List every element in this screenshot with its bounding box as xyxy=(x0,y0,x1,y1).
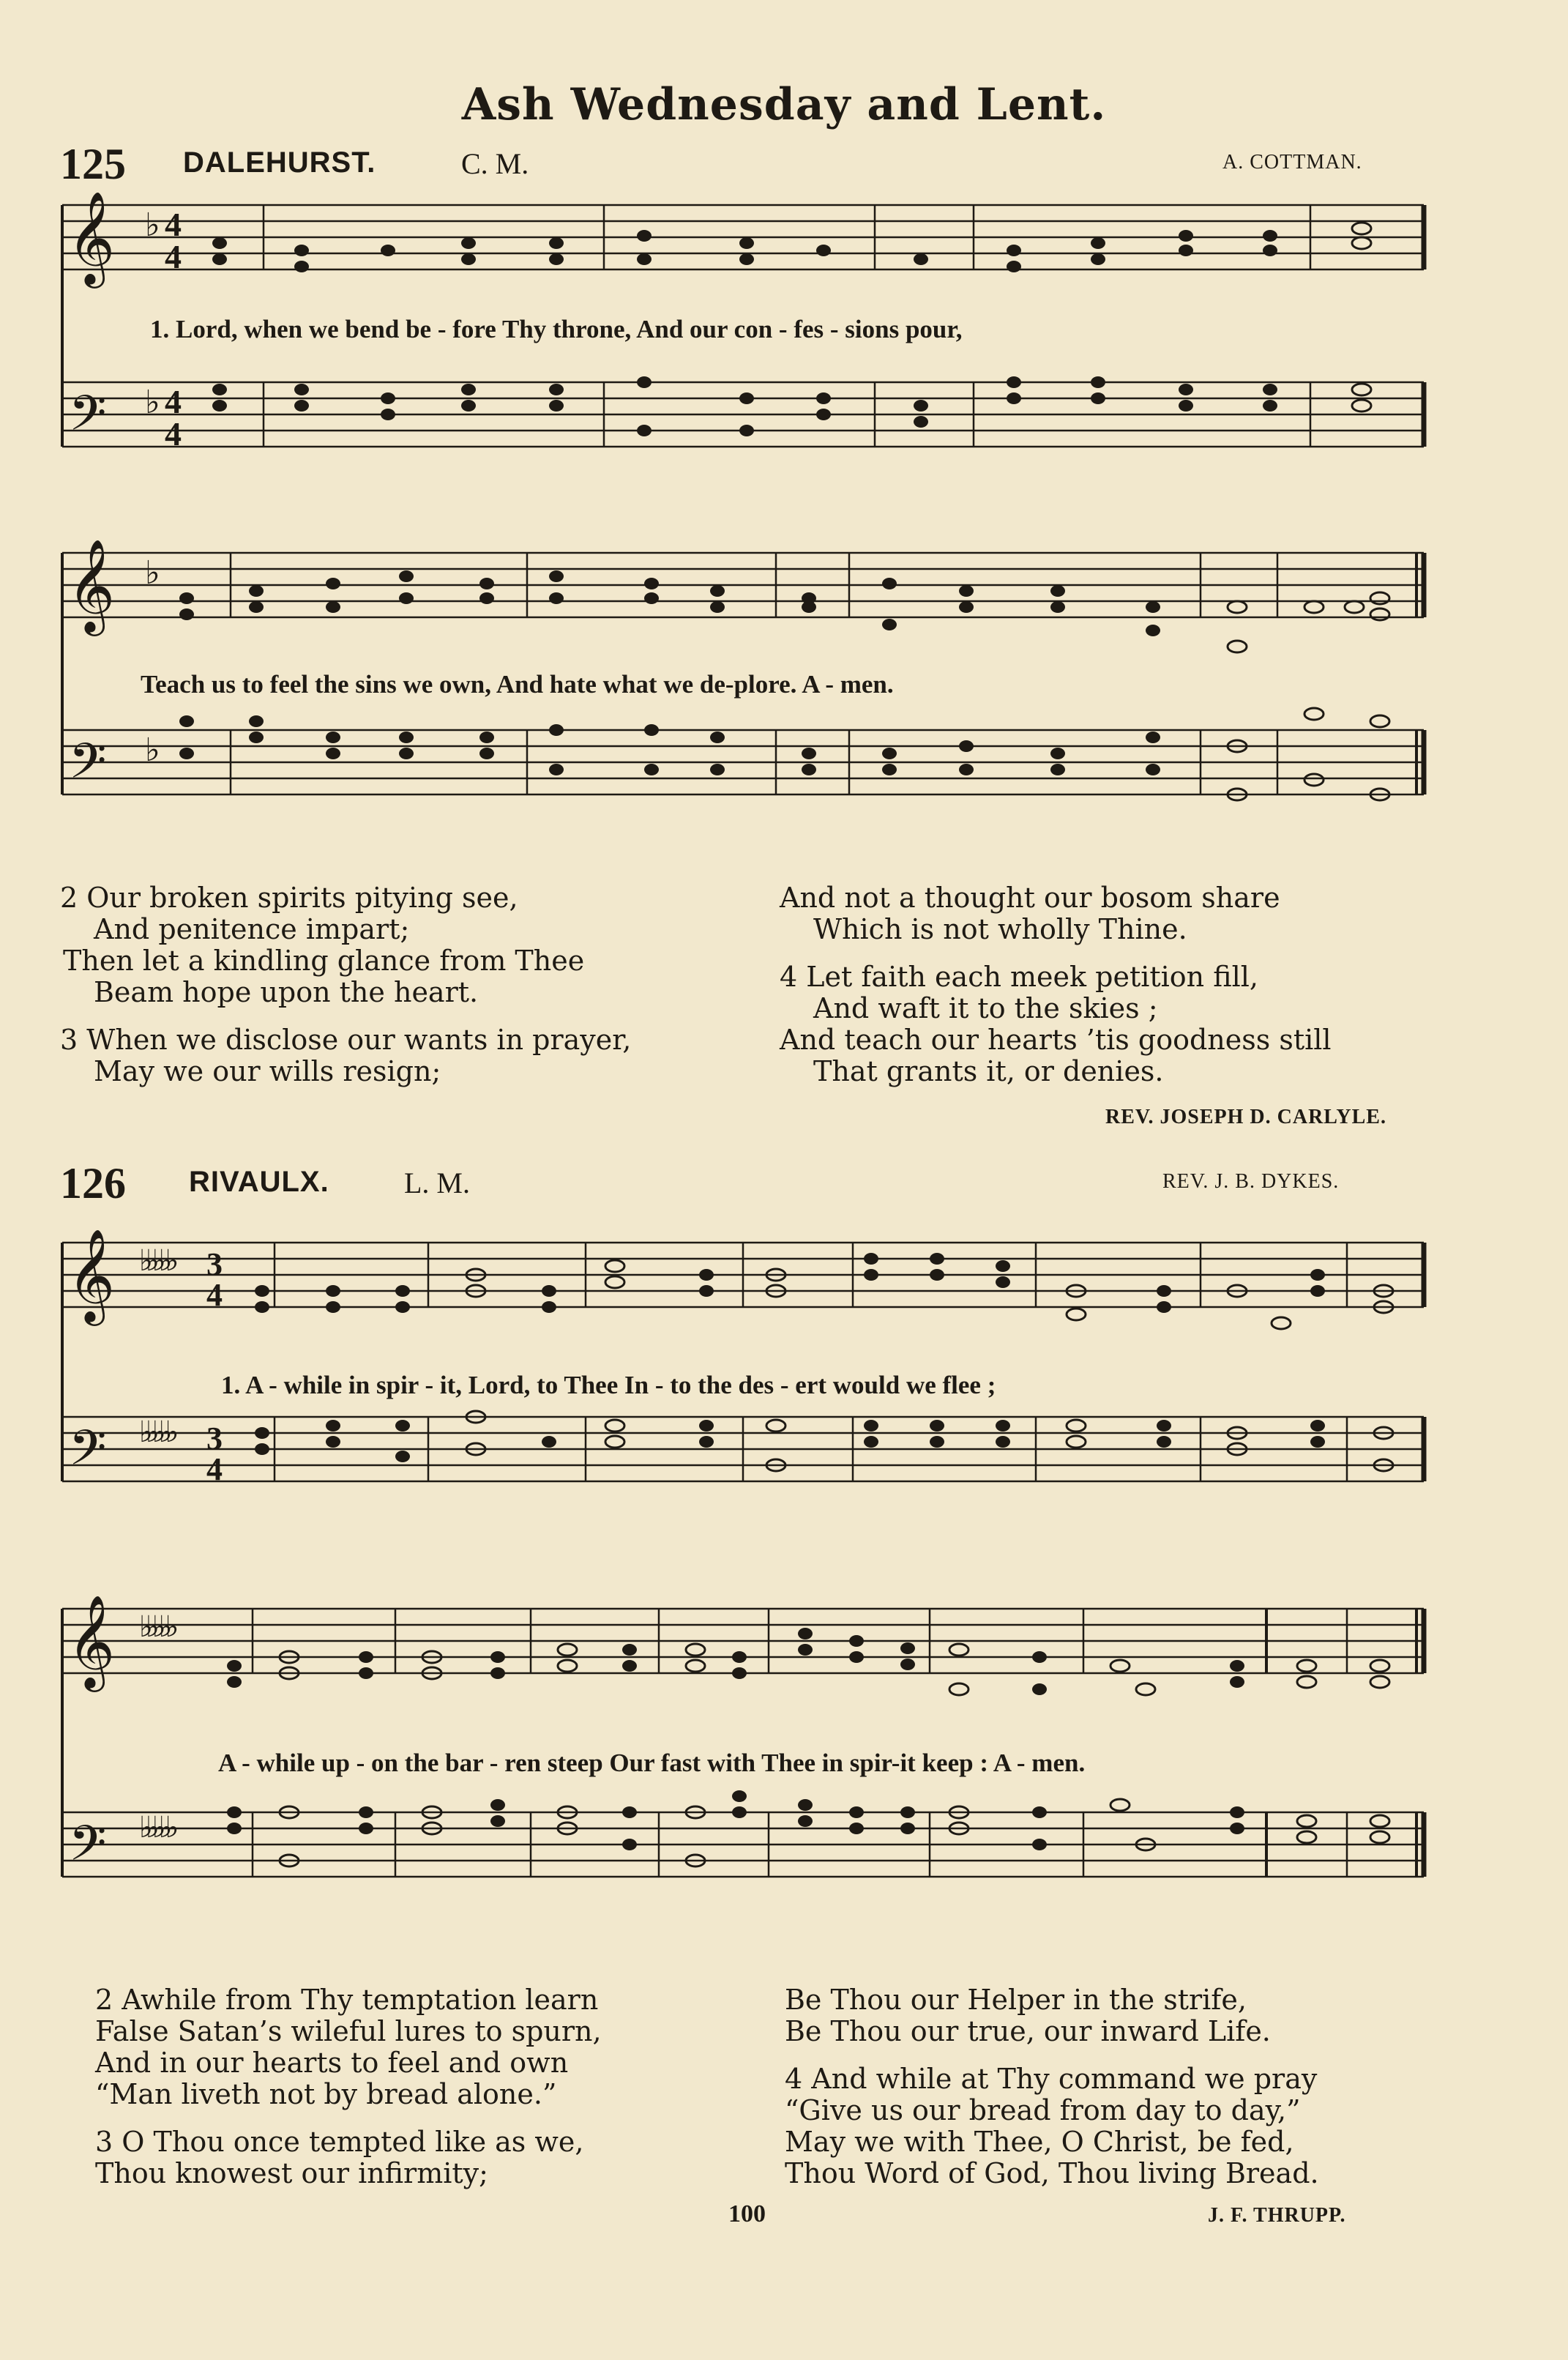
verse-line: 2 Our broken spirits pitying see, xyxy=(60,882,518,914)
verse-line: May we with Thee, O Christ, be fed, xyxy=(785,2126,1294,2158)
verse-line: 3 O Thou once tempted like as we, xyxy=(95,2126,584,2158)
author-125: REV. JOSEPH D. CARLYLE. xyxy=(1105,1106,1386,1128)
music-system-126-2 xyxy=(0,1593,1568,1900)
verse-line: Thou Word of God, Thou living Bread. xyxy=(785,2157,1319,2189)
meter-126: L. M. xyxy=(404,1166,470,1199)
svg-text:3: 3 xyxy=(206,1246,223,1282)
verse-line: May we our wills resign; xyxy=(94,1055,441,1087)
verse-line: Be Thou our Helper in the strife, xyxy=(785,1984,1247,2016)
svg-text:𝄞: 𝄞 xyxy=(67,190,116,284)
lyric-line-125-2: Teach us to feel the sins we own, And hate what we de-plore. A - men. xyxy=(141,670,894,699)
verse-line: “Give us our bread from day to day,” xyxy=(785,2094,1301,2126)
verse-line: Then let a kindling glance from Thee xyxy=(63,945,585,977)
verses-left-125 xyxy=(60,882,631,1087)
page-number: 100 xyxy=(728,2200,766,2227)
svg-text:𝄢: 𝄢 xyxy=(69,1815,107,1883)
svg-text:𝄞: 𝄞 xyxy=(67,538,116,632)
verse-line: 4 And while at Thy command we pray xyxy=(785,2063,1318,2095)
verse-line: And in our hearts to feel and own xyxy=(95,2047,569,2079)
composer-126: REV. J. B. DYKES. xyxy=(1162,1170,1340,1193)
svg-text:4: 4 xyxy=(165,383,182,420)
verse-line: Thou knowest our infirmity; xyxy=(95,2157,488,2189)
svg-text:4: 4 xyxy=(206,1277,223,1313)
verse-line: Beam hope upon the heart. xyxy=(94,976,479,1008)
verses-right-126 xyxy=(785,1984,1319,2189)
svg-text:♭♭♭♭♭: ♭♭♭♭♭ xyxy=(139,1415,172,1449)
svg-text:4: 4 xyxy=(165,238,182,275)
lyric-line-126-1: 1. A - while in spir - it, Lord, to Thee In - to the des - ert would we flee ; xyxy=(221,1371,996,1399)
svg-text:♭: ♭ xyxy=(145,554,160,592)
svg-text:3: 3 xyxy=(206,1421,223,1456)
verse-line: And not a thought our bosom share xyxy=(780,882,1280,914)
svg-text:𝄢: 𝄢 xyxy=(69,733,107,801)
svg-text:4: 4 xyxy=(165,206,182,243)
svg-text:♭: ♭ xyxy=(145,732,160,769)
composer-125: A. COTTMAN. xyxy=(1222,151,1362,174)
author-126: J. F. THRUPP. xyxy=(1208,2204,1346,2227)
verse-line: “Man liveth not by bread alone.” xyxy=(95,2078,557,2110)
verse-line: Which is not wholly Thine. xyxy=(813,913,1187,945)
lyric-line-125-1: 1. Lord, when we bend be - fore Thy throne, And our con - fes - sions pour, xyxy=(150,315,963,343)
verse-line: Be Thou our true, our inward Life. xyxy=(785,2015,1271,2047)
svg-text:𝄢: 𝄢 xyxy=(69,385,107,453)
svg-text:♭: ♭ xyxy=(145,206,160,244)
svg-text:4: 4 xyxy=(165,415,182,453)
svg-text:♭♭♭♭♭: ♭♭♭♭♭ xyxy=(139,1610,172,1644)
verse-line: That grants it, or denies. xyxy=(813,1055,1164,1087)
hymn-number-125: 125 xyxy=(60,140,126,188)
svg-text:♭♭♭♭♭: ♭♭♭♭♭ xyxy=(139,1811,172,1845)
meter-125: C. M. xyxy=(461,147,529,180)
verse-line: False Satan’s wileful lures to spurn, xyxy=(95,2015,602,2047)
svg-text:4: 4 xyxy=(206,1451,223,1487)
hymn-number-126: 126 xyxy=(60,1159,126,1207)
tune-name-dalehurst: DALEHURST. xyxy=(183,146,376,179)
verse-line: 2 Awhile from Thy temptation learn xyxy=(95,1984,599,2016)
tune-name-rivaulx: RIVAULX. xyxy=(189,1166,329,1198)
svg-text:𝄞: 𝄞 xyxy=(67,1594,116,1688)
svg-text:𝄞: 𝄞 xyxy=(67,1228,116,1322)
verse-line: And waft it to the skies ; xyxy=(813,992,1158,1024)
verse-line: 3 When we disclose our wants in prayer, xyxy=(60,1024,632,1056)
verses-right-125 xyxy=(780,882,1332,1087)
lyric-line-126-2: A - while up - on the bar - ren steep Our fast with Thee in spir-it keep : A - men. xyxy=(218,1749,1086,1777)
verses-left-126 xyxy=(95,1984,602,2189)
verse-line: 4 Let faith each meek petition fill, xyxy=(780,961,1258,993)
verse-line: And penitence impart; xyxy=(94,913,410,945)
svg-text:♭: ♭ xyxy=(145,384,160,421)
verse-line: And teach our hearts ’tis goodness still xyxy=(780,1024,1332,1056)
section-title: Ash Wednesday and Lent. xyxy=(461,79,1107,130)
svg-text:𝄢: 𝄢 xyxy=(69,1420,107,1488)
music-system-125-1 xyxy=(0,190,1568,498)
svg-text:♭♭♭♭♭: ♭♭♭♭♭ xyxy=(139,1244,172,1278)
